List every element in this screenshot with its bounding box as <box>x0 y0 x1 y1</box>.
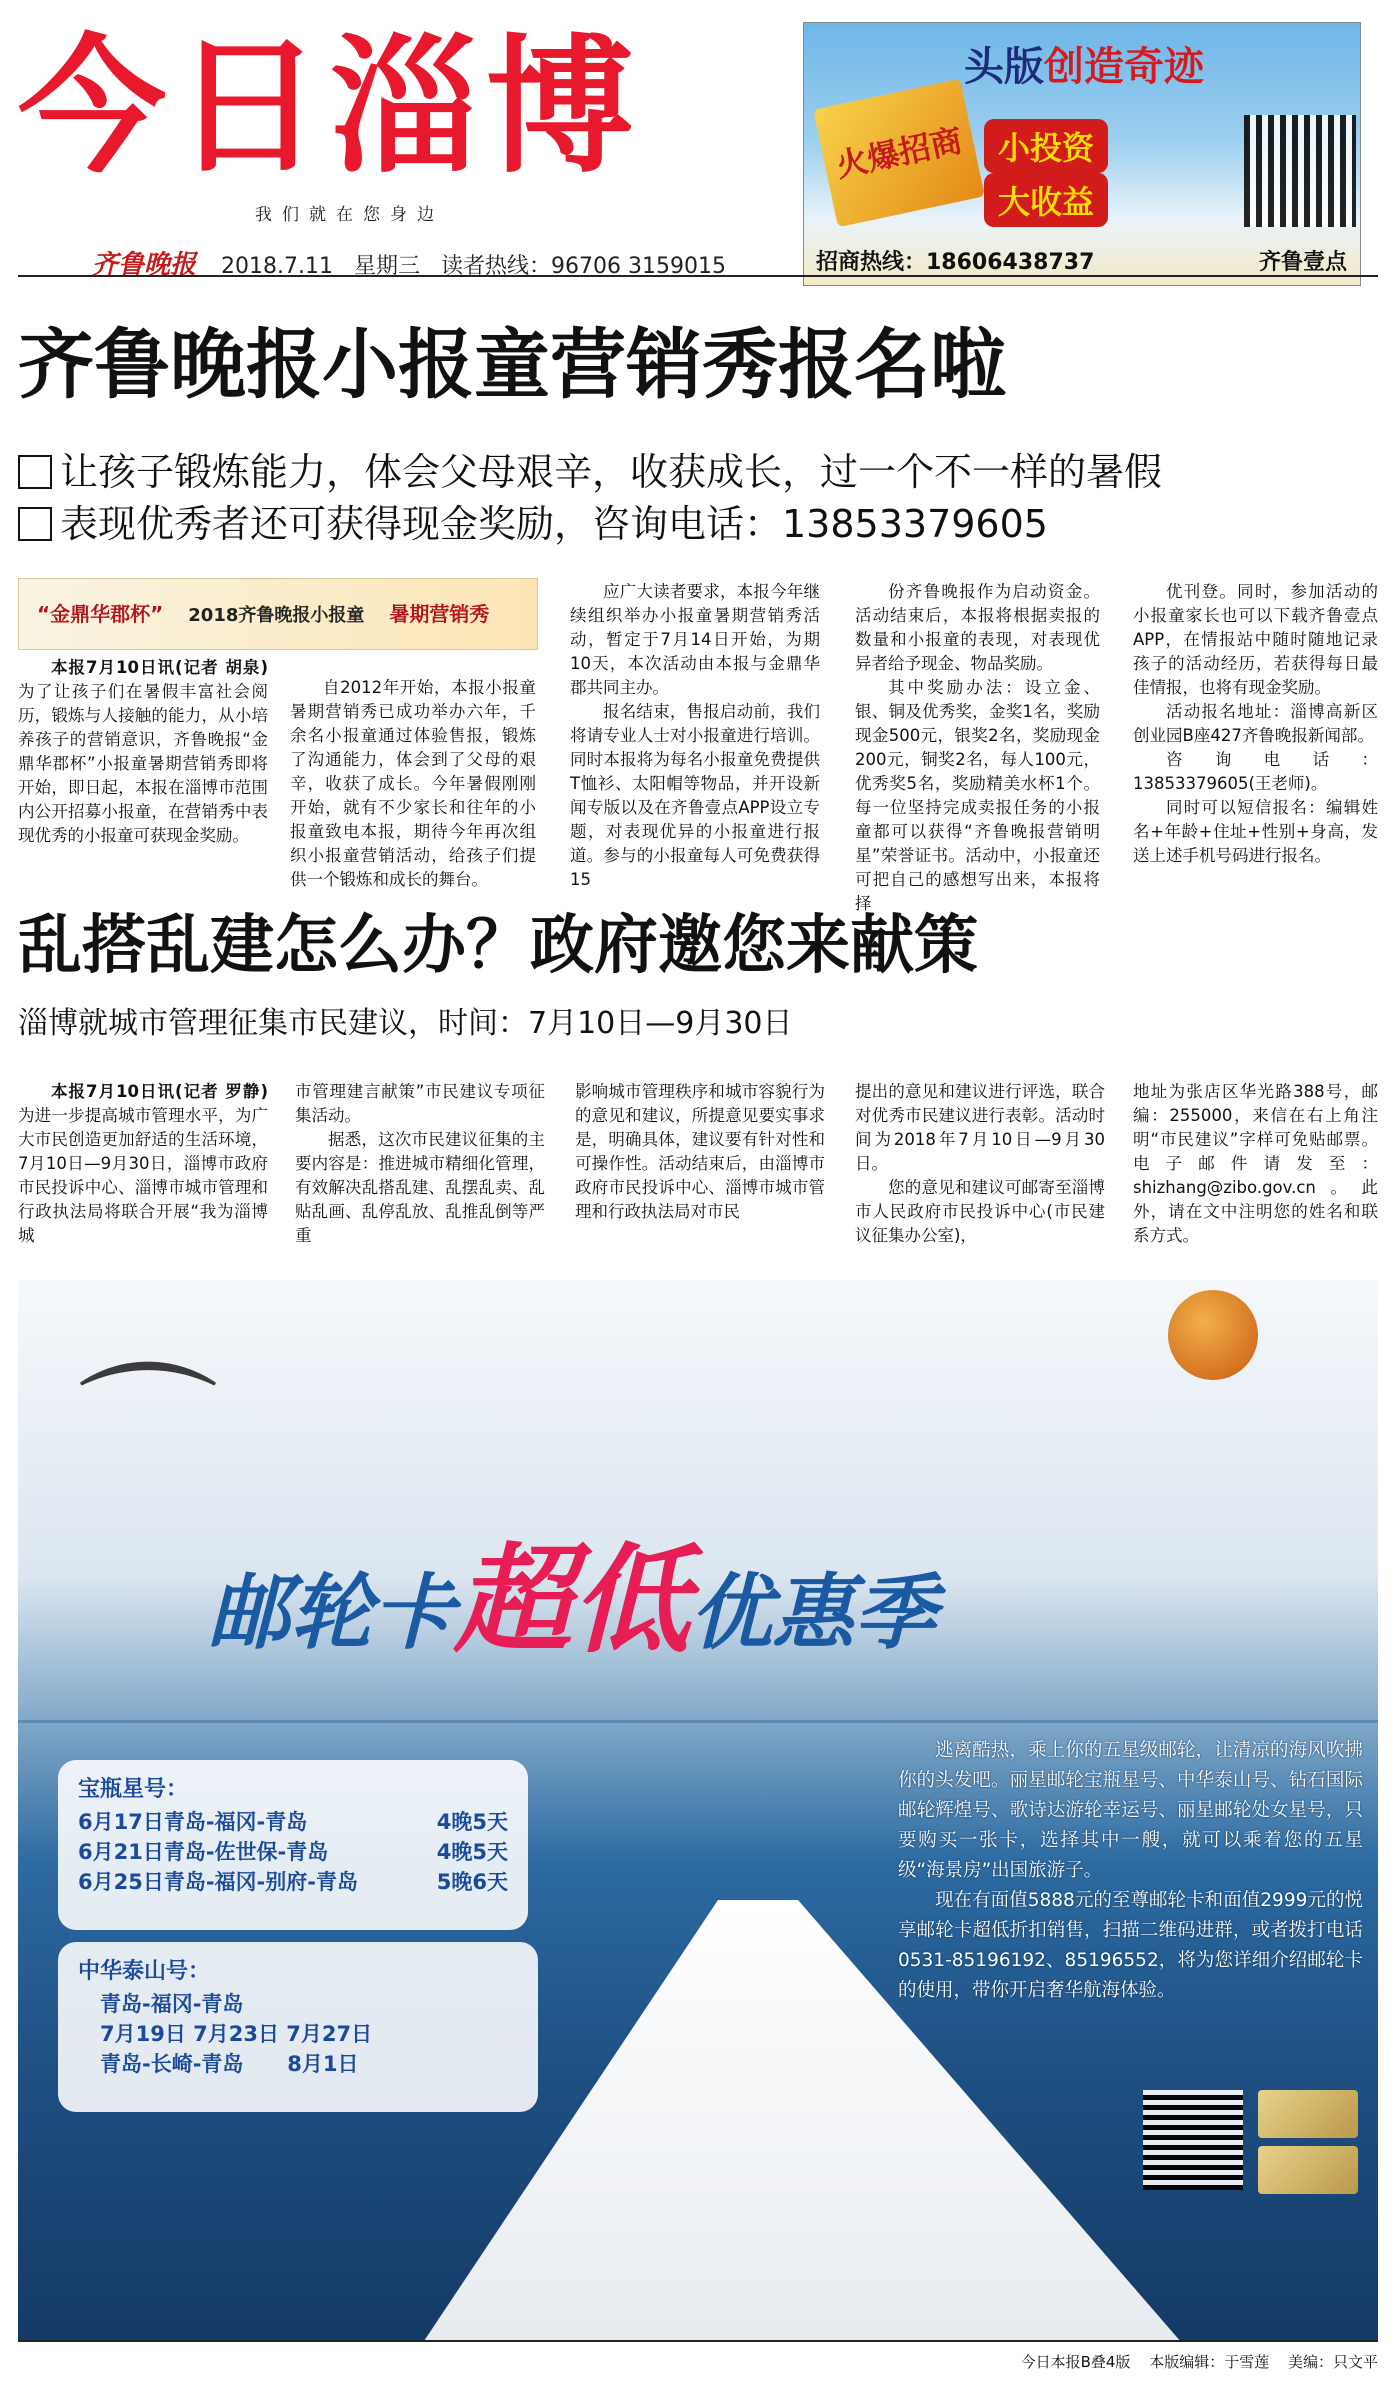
story2-col3-text: 影响城市管理秩序和城市容貌行为的意见和建议，所提意见要实事求是，明确具体，建议要有针对性和可操作性。活动结束后，由淄博市政府市民投诉中心、淄博市城市管理和行政执法局对市民 <box>575 1082 825 1221</box>
route-dates: 7月19日 7月23日 7月27日 <box>100 2022 373 2046</box>
story1-col4b-text: 其中奖励办法：设立金、银、铜及优秀奖，金奖1名，奖励现金500元，银奖2名，奖励现金200元，铜奖2名，每人100元，优秀奖5名，奖励精美水杯1个。每一位坚持完成卖报任务的小报童都可以获得“齐鲁晚报营销明星”荣誉证书。活动中，小报童还可把自己的感想写出来，本报将择 <box>855 678 1100 913</box>
story1-banner <box>18 578 538 650</box>
route-text: 6月25日青岛-福冈-别府-青岛 <box>78 1870 358 1894</box>
issue-date: 2018.7.11 <box>221 254 333 279</box>
route-row <box>78 1989 518 2019</box>
route-row <box>78 1807 508 1837</box>
ad-badge: 火爆招商 <box>813 79 985 228</box>
ship-name-taishan: 中华泰山号： <box>78 1959 211 1984</box>
story1-col3b-text: 报名结束，售报启动前，我们将请专业人士对小报童进行培训。同时本报将为每名小报童免费提供T恤衫、太阳帽等物品，并开设新闻专版以及在齐鲁壹点APP设立专题，对表现优异的小报童进行报道。参与的小报童每人可免费获得15 <box>570 702 820 889</box>
story2-col1-text: 为进一步提高城市管理水平，为广大市民创造更加舒适的生活环境，7月10日—9月30日，淄博市政府市民投诉中心、淄博市城市管理和行政执法局将联合开展“我为淄博城 <box>18 1106 268 1245</box>
story1-col5c-text: 咨询电话：13853379605(王老师)。 <box>1133 750 1378 793</box>
ad-headline-a: 头版 <box>964 43 1044 90</box>
story2-column-1 <box>18 1080 268 1248</box>
story1-col5d-text: 同时可以短信报名：编辑姓名+年龄+住址+性别+身高，发送上述手机号码进行报名。 <box>1133 798 1378 865</box>
ad-brand: 齐鲁壹点 <box>1259 250 1348 275</box>
masthead-title: 今日淄博 <box>18 21 642 193</box>
story2-column-2 <box>295 1080 545 1248</box>
story2-byline: 本报7月10日讯(记者 罗静) <box>51 1082 268 1101</box>
cruise-title-b: 超低 <box>454 1530 691 1669</box>
story2-column-4 <box>855 1080 1105 1248</box>
story2-col2b-text: 据悉，这次市民建议征集的主要内容是：推进城市精细化管理，有效解决乱搭乱建、乱摆乱卖、乱贴乱画、乱停乱放、乱推乱倒等严重 <box>295 1130 545 1245</box>
ad-pill-invest: 小投资 <box>984 119 1108 173</box>
story1-col1-text: 为了让孩子们在暑假丰富社会阅历，锻炼与人接触的能力，从小培养孩子的营销意识，齐鲁晚报“金鼎华郡杯”小报童暑期营销秀即将开始，即日起，本报在淄博市范围内公开招募小报童，在营销秀中表现优秀的小报童可获现金奖励。 <box>18 682 268 845</box>
footer-edition: 今日本报B叠4版 <box>1020 2353 1131 2371</box>
hot-air-balloon-icon <box>1168 1290 1258 1380</box>
route-text: 青岛-福冈-青岛 <box>100 1992 244 2016</box>
route-row <box>78 1837 508 1867</box>
story1-col5a-text: 优刊登。同时，参加活动的小报童家长也可以下载齐鲁壹点APP，在情报站中随时随地记录孩子的活动经历，若获得每日最佳情报，也将有现金奖励。 <box>1133 582 1378 697</box>
route-box-aquarius <box>58 1760 528 1930</box>
sea-horizon <box>18 1720 1378 1723</box>
story2-col4b-text: 您的意见和建议可邮寄至淄博市人民政府市民投诉中心(市民建议征集办公室)， <box>855 1178 1105 1245</box>
footer-designer: 美编：只文平 <box>1287 2353 1378 2371</box>
qr-code-icon[interactable] <box>1244 115 1356 227</box>
banner-cup: “金鼎华郡杯” <box>37 602 164 626</box>
story1-column-1 <box>18 656 268 848</box>
ship-name-aquarius: 宝瓶星号： <box>78 1777 189 1802</box>
route-row <box>78 1867 508 1897</box>
qr-code-icon[interactable] <box>1143 2090 1243 2190</box>
story2-column-5 <box>1133 1080 1378 1248</box>
story1-byline: 本报7月10日讯(记者 胡泉) <box>51 658 268 677</box>
route-days: 4晚5天 <box>436 1810 508 1834</box>
reader-hotline: 读者热线：96706 3159015 <box>441 254 726 279</box>
checkbox-icon <box>18 455 52 489</box>
cruise-title-a: 邮轮卡 <box>208 1565 454 1661</box>
cruise-title-c: 优惠季 <box>690 1565 937 1661</box>
route-box-taishan <box>58 1942 538 2112</box>
masthead-slogan: 我们就在您身边 <box>255 205 444 225</box>
cruise-title <box>208 1505 936 1675</box>
cruise-card-icon <box>1258 2090 1358 2138</box>
story2-col4a-text: 提出的意见和建议进行评选，联合对优秀市民建议进行表彰。活动时间为2018年7月10日—9月30日。 <box>855 1082 1105 1173</box>
cruise-advertisement[interactable] <box>18 1280 1378 2340</box>
story2-subhead: 淄博就城市管理征集市民建议，时间：7月10日—9月30日 <box>18 1006 793 1041</box>
story2-col2a-text: 市管理建言献策”市民建议专项征集活动。 <box>295 1082 545 1125</box>
story1-subhead-1 <box>18 446 1378 498</box>
cruise-copy-p1: 逃离酷热，乘上你的五星级邮轮，让清凉的海风吹拂你的头发吧。丽星邮轮宝瓶星号、中华泰山号、钻石国际邮轮辉煌号、歌诗达游轮幸运号、丽星邮轮处女星号，只要购买一张卡，选择其中一艘，就可以乘着您的五星级“海景房”出国旅游子。 <box>898 1740 1363 1881</box>
story1-column-3 <box>570 580 820 892</box>
story1-column-2 <box>290 676 536 892</box>
top-advertisement[interactable] <box>803 22 1361 286</box>
ad-hotline: 招商热线：18606438737 <box>816 250 1095 275</box>
route-days: 5晚6天 <box>436 1870 508 1894</box>
story1-subhead-2-text: 表现优秀者还可获得现金奖励，咨询电话：13853379605 <box>60 502 1048 546</box>
footer-editor: 本版编辑：于雪莲 <box>1149 2353 1270 2371</box>
ad-headline-b: 创造奇迹 <box>1044 43 1204 90</box>
story1-headline: 齐鲁晚报小报童营销秀报名啦 <box>18 320 1006 409</box>
cruise-copy-p2: 现在有面值5888元的至尊邮轮卡和面值2999元的悦享邮轮卡超低折扣销售，扫描二维码进群，或者拨打电话0531-85196192、85196552，将为您详细介绍邮轮卡的使用，带你开启奢华航海体验。 <box>898 1890 1363 2001</box>
story2-col5-text: 地址为张店区华光路388号，邮编：255000，来信在右上角注明“市民建议”字样可免贴邮票。电子邮件请发至：shizhang@zibo.gov.cn。此外，请在文中注明您的姓名和联系方式。 <box>1133 1082 1378 1245</box>
story1-column-5 <box>1133 580 1378 868</box>
story1-col5b-text: 活动报名地址：淄博高新区创业园B座427齐鲁晚报新闻部。 <box>1133 702 1378 745</box>
cruise-card-icon <box>1258 2146 1358 2194</box>
story1-col3a-text: 应广大读者要求，本报今年继续组织举办小报童暑期营销秀活动，暂定于7月14日开始，为期10天，本次活动由本报与金鼎华郡共同主办。 <box>570 582 820 697</box>
story2-headline: 乱搭乱建怎么办？政府邀您来献策 <box>18 909 978 983</box>
route-row <box>78 2019 518 2049</box>
story1-col2-text: 自2012年开始，本报小报童暑期营销秀已成功举办六年，千余名小报童通过体验售报，锻炼了沟通能力，体会到了父母的艰辛，收获了成长。今年暑假刚刚开始，就有不少家长和往年的小报童致电本报，期待今年再次组织小报童营销活动，给孩子们提供一个锻炼和成长的舞台。 <box>290 678 536 889</box>
story1-subheads <box>18 446 1378 550</box>
cruise-copy <box>898 1736 1363 2006</box>
checkbox-icon <box>18 507 52 541</box>
route-text: 青岛-长崎-青岛 8月1日 <box>100 2052 359 2076</box>
route-row <box>78 2049 518 2079</box>
route-text: 6月17日青岛-福冈-青岛 <box>78 1810 308 1834</box>
banner-event: 2018齐鲁晚报小报童 <box>188 605 365 626</box>
route-days: 4晚5天 <box>436 1840 508 1864</box>
ad-headline <box>964 35 1204 92</box>
route-text: 6月21日青岛-佐世保-青岛 <box>78 1840 329 1864</box>
paper-logo: 齐鲁晚报 <box>92 250 197 280</box>
banner-campaign: 暑期营销秀 <box>389 602 490 626</box>
seagull-icon: ⌒ <box>78 1351 219 1514</box>
story1-col4a-text: 份齐鲁晚报作为启动资金。活动结束后，本报将根据卖报的数量和小报童的表现，对表现优异者给予现金、物品奖励。 <box>855 582 1100 673</box>
masthead-rule <box>18 275 1378 277</box>
story1-subhead-1-text: 让孩子锻炼能力，体会父母艰辛，收获成长，过一个不一样的暑假 <box>60 450 1163 494</box>
issue-weekday: 星期三 <box>353 254 420 279</box>
page-footer <box>18 2340 1378 2382</box>
story1-subhead-2 <box>18 498 1378 550</box>
story1-column-4 <box>855 580 1100 916</box>
story2-column-3 <box>575 1080 825 1224</box>
ad-pill-profit: 大收益 <box>984 173 1108 227</box>
